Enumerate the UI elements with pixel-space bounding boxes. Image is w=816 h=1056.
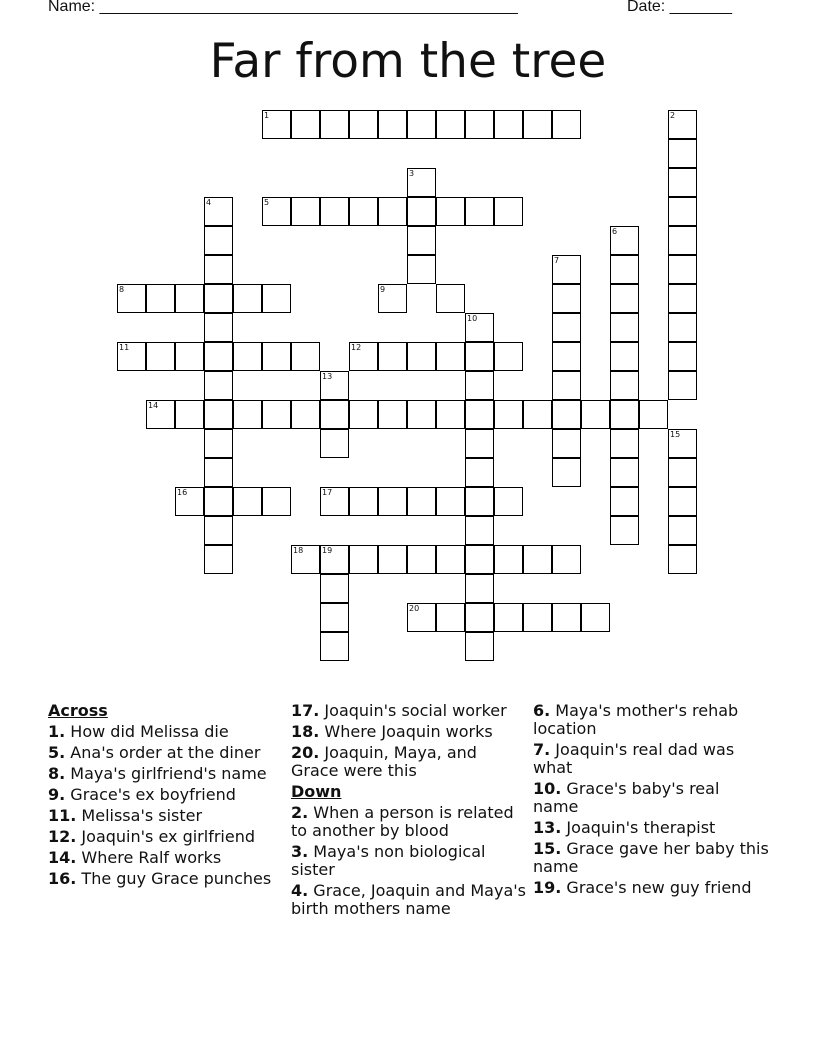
grid-cell[interactable]	[523, 545, 552, 574]
grid-cell[interactable]	[668, 545, 697, 574]
grid-cell[interactable]	[668, 516, 697, 545]
grid-cell[interactable]	[233, 487, 262, 516]
clue-text: Grace's baby's real name	[533, 779, 720, 816]
grid-cell[interactable]	[552, 603, 581, 632]
clue-item	[533, 840, 769, 876]
clue-number: 13	[322, 372, 333, 381]
grid-cell[interactable]	[494, 110, 523, 139]
grid-cell[interactable]	[581, 400, 610, 429]
grid-cell[interactable]	[668, 487, 697, 516]
clues-column-2	[291, 702, 527, 921]
clue-number-label: 19.	[533, 878, 562, 897]
grid-cell[interactable]	[610, 516, 639, 545]
clue-number: 6	[612, 227, 618, 236]
clue-text: Ana's order at the diner	[65, 743, 261, 762]
grid-cell[interactable]	[610, 458, 639, 487]
grid-cell[interactable]	[291, 110, 320, 139]
clue-number: 16	[177, 488, 188, 497]
clue-text: Where Ralf works	[76, 848, 222, 867]
clue-number-label: 15.	[533, 839, 562, 858]
clue-number: 1	[264, 111, 270, 120]
grid-cell[interactable]	[204, 545, 233, 574]
grid-cell[interactable]	[465, 400, 494, 429]
grid-cell[interactable]	[349, 487, 378, 516]
grid-cell[interactable]	[436, 284, 465, 313]
grid-cell[interactable]	[610, 429, 639, 458]
clue-number: 19	[322, 546, 333, 555]
grid-cell[interactable]	[639, 400, 668, 429]
clue-number-label: 11.	[48, 806, 77, 825]
clue-number-label: 4.	[291, 881, 309, 900]
clue-number-label: 9.	[48, 785, 66, 804]
grid-cell[interactable]	[552, 400, 581, 429]
grid-cell[interactable]	[465, 313, 494, 342]
clue-number-label: 6.	[533, 701, 551, 720]
clue-item	[533, 879, 769, 897]
grid-cell[interactable]	[552, 371, 581, 400]
clue-text: Maya's girlfriend's name	[65, 764, 267, 783]
grid-cell[interactable]	[465, 197, 494, 226]
clue-text: Where Joaquin works	[319, 722, 493, 741]
grid-cell[interactable]	[465, 603, 494, 632]
clue-number: 10	[467, 314, 478, 323]
clue-number: 5	[264, 198, 270, 207]
clue-item	[533, 702, 769, 738]
clue-item	[48, 849, 284, 867]
grid-cell[interactable]	[320, 574, 349, 603]
grid-cell[interactable]	[204, 458, 233, 487]
puzzle-title: Far from the tree	[209, 34, 607, 89]
grid-cell[interactable]	[146, 284, 175, 313]
grid-cell[interactable]	[436, 400, 465, 429]
grid-cell[interactable]	[233, 284, 262, 313]
clue-text: When a person is related to another by blood	[291, 803, 514, 840]
grid-cell[interactable]	[610, 400, 639, 429]
grid-cell[interactable]	[610, 487, 639, 516]
down-heading: Down	[291, 782, 342, 801]
grid-cell[interactable]	[320, 429, 349, 458]
clue-number: 14	[148, 401, 159, 410]
clue-text: The guy Grace punches	[76, 869, 272, 888]
clue-number-label: 8.	[48, 764, 66, 783]
grid-cell[interactable]	[407, 255, 436, 284]
grid-cell[interactable]	[668, 197, 697, 226]
clue-item	[291, 702, 527, 720]
clue-number-label: 10.	[533, 779, 562, 798]
grid-cell[interactable]	[291, 400, 320, 429]
clue-text: Grace, Joaquin and Maya's birth mothers name	[291, 881, 526, 918]
grid-cell[interactable]	[494, 400, 523, 429]
clue-number-label: 16.	[48, 869, 77, 888]
clue-text: Joaquin's therapist	[561, 818, 716, 837]
clue-number-label: 17.	[291, 701, 320, 720]
clue-item	[48, 723, 284, 741]
clue-number-label: 14.	[48, 848, 77, 867]
grid-cell[interactable]	[378, 197, 407, 226]
grid-cell[interactable]	[407, 197, 436, 226]
grid-cell[interactable]	[407, 110, 436, 139]
grid-cell[interactable]	[436, 197, 465, 226]
clue-text: Maya's non biological sister	[291, 842, 486, 879]
clue-number-label: 3.	[291, 842, 309, 861]
grid-cell[interactable]	[552, 429, 581, 458]
grid-cell[interactable]	[668, 168, 697, 197]
grid-cell[interactable]	[494, 603, 523, 632]
grid-cell[interactable]	[465, 545, 494, 574]
clue-item	[48, 765, 284, 783]
grid-cell[interactable]	[175, 342, 204, 371]
grid-cell[interactable]	[668, 342, 697, 371]
clue-item	[48, 870, 284, 888]
clue-text: Joaquin's social worker	[319, 701, 507, 720]
grid-cell[interactable]	[610, 313, 639, 342]
grid-cell[interactable]	[204, 516, 233, 545]
grid-cell[interactable]	[378, 284, 407, 313]
clue-text: Joaquin's ex girlfriend	[76, 827, 255, 846]
grid-cell[interactable]	[494, 487, 523, 516]
grid-cell[interactable]	[175, 400, 204, 429]
clue-item	[291, 882, 527, 918]
clue-number: 7	[554, 256, 560, 265]
grid-cell[interactable]	[552, 545, 581, 574]
clue-number-label: 2.	[291, 803, 309, 822]
grid-cell[interactable]	[668, 110, 697, 139]
clues-column-3	[533, 702, 769, 900]
grid-cell[interactable]	[320, 400, 349, 429]
grid-cell[interactable]	[117, 342, 146, 371]
grid-cell[interactable]	[146, 342, 175, 371]
grid-cell[interactable]	[552, 458, 581, 487]
clue-text: How did Melissa die	[65, 722, 229, 741]
grid-cell[interactable]	[204, 284, 233, 313]
grid-cell[interactable]	[204, 487, 233, 516]
grid-cell[interactable]	[407, 487, 436, 516]
grid-cell[interactable]	[378, 487, 407, 516]
grid-cell[interactable]	[407, 400, 436, 429]
grid-cell[interactable]	[175, 284, 204, 313]
clue-text: Grace's ex boyfriend	[65, 785, 236, 804]
grid-cell[interactable]	[465, 458, 494, 487]
grid-cell[interactable]	[668, 371, 697, 400]
clue-number: 4	[206, 198, 212, 207]
clue-item	[533, 741, 769, 777]
grid-cell[interactable]	[436, 603, 465, 632]
clue-number: 12	[351, 343, 362, 352]
clue-item	[48, 828, 284, 846]
grid-cell[interactable]	[407, 342, 436, 371]
date-line[interactable]: Date: _______	[627, 0, 732, 15]
grid-cell[interactable]	[552, 313, 581, 342]
clue-number-label: 20.	[291, 743, 320, 762]
clue-number: 18	[293, 546, 304, 555]
grid-cell[interactable]	[204, 429, 233, 458]
clue-number-label: 1.	[48, 722, 66, 741]
grid-cell[interactable]	[407, 168, 436, 197]
grid-cell[interactable]	[668, 284, 697, 313]
grid-cell[interactable]	[320, 197, 349, 226]
grid-cell[interactable]	[349, 197, 378, 226]
clue-text: Joaquin, Maya, and Grace were this	[291, 743, 477, 780]
grid-cell[interactable]	[146, 400, 175, 429]
clue-item	[533, 819, 769, 837]
grid-cell[interactable]	[465, 487, 494, 516]
grid-cell[interactable]	[668, 226, 697, 255]
grid-cell[interactable]	[204, 313, 233, 342]
grid-cell[interactable]	[320, 371, 349, 400]
grid-cell[interactable]	[436, 110, 465, 139]
grid-cell[interactable]	[378, 545, 407, 574]
grid-cell[interactable]	[320, 632, 349, 661]
clues-column-1	[48, 702, 284, 891]
grid-cell[interactable]	[349, 110, 378, 139]
grid-cell[interactable]	[552, 255, 581, 284]
clue-text: Maya's mother's rehab location	[533, 701, 739, 738]
grid-cell[interactable]	[378, 342, 407, 371]
grid-cell[interactable]	[320, 487, 349, 516]
clue-item	[291, 843, 527, 879]
grid-cell[interactable]	[175, 487, 204, 516]
grid-cell[interactable]	[407, 603, 436, 632]
grid-cell[interactable]	[262, 342, 291, 371]
clue-text: Melissa's sister	[76, 806, 203, 825]
grid-cell[interactable]	[262, 284, 291, 313]
grid-cell[interactable]	[349, 400, 378, 429]
grid-cell[interactable]	[610, 255, 639, 284]
grid-cell[interactable]	[204, 226, 233, 255]
clue-number: 20	[409, 604, 420, 613]
grid-cell[interactable]	[523, 110, 552, 139]
grid-cell[interactable]	[465, 429, 494, 458]
grid-cell[interactable]	[233, 342, 262, 371]
grid-cell[interactable]	[204, 197, 233, 226]
grid-cell[interactable]	[204, 371, 233, 400]
grid-cell[interactable]	[610, 342, 639, 371]
grid-cell[interactable]	[465, 342, 494, 371]
clue-number: 9	[380, 285, 386, 294]
grid-cell[interactable]	[262, 197, 291, 226]
grid-cell[interactable]	[668, 139, 697, 168]
grid-cell[interactable]	[494, 342, 523, 371]
grid-cell[interactable]	[436, 545, 465, 574]
grid-cell[interactable]	[436, 342, 465, 371]
grid-cell[interactable]	[610, 284, 639, 313]
clue-item	[291, 723, 527, 741]
grid-cell[interactable]	[581, 603, 610, 632]
grid-cell[interactable]	[552, 110, 581, 139]
grid-cell[interactable]	[610, 226, 639, 255]
grid-cell[interactable]	[378, 110, 407, 139]
grid-cell[interactable]	[668, 429, 697, 458]
grid-cell[interactable]	[668, 458, 697, 487]
grid-cell[interactable]	[204, 255, 233, 284]
grid-cell[interactable]	[407, 226, 436, 255]
grid-cell[interactable]	[668, 255, 697, 284]
grid-cell[interactable]	[552, 342, 581, 371]
clue-text: Grace gave her baby this name	[533, 839, 769, 876]
grid-cell[interactable]	[117, 284, 146, 313]
grid-cell[interactable]	[552, 284, 581, 313]
grid-cell[interactable]	[523, 603, 552, 632]
clue-number: 15	[670, 430, 681, 439]
clue-number: 2	[670, 111, 676, 120]
grid-cell[interactable]	[494, 545, 523, 574]
grid-cell[interactable]	[262, 487, 291, 516]
clue-number-label: 18.	[291, 722, 320, 741]
grid-cell[interactable]	[610, 371, 639, 400]
grid-cell[interactable]	[494, 197, 523, 226]
grid-cell[interactable]	[320, 603, 349, 632]
clue-item	[291, 804, 527, 840]
grid-cell[interactable]	[436, 487, 465, 516]
grid-cell[interactable]	[320, 110, 349, 139]
clue-item	[48, 786, 284, 804]
grid-cell[interactable]	[204, 400, 233, 429]
clue-item	[533, 780, 769, 816]
grid-cell[interactable]	[349, 545, 378, 574]
grid-cell[interactable]	[262, 110, 291, 139]
clue-number-label: 13.	[533, 818, 562, 837]
grid-cell[interactable]	[378, 400, 407, 429]
grid-cell[interactable]	[465, 110, 494, 139]
clue-number-label: 5.	[48, 743, 66, 762]
clue-item	[48, 744, 284, 762]
grid-cell[interactable]	[233, 400, 262, 429]
grid-cell[interactable]	[523, 400, 552, 429]
grid-cell[interactable]	[465, 574, 494, 603]
grid-cell[interactable]	[262, 400, 291, 429]
grid-cell[interactable]	[204, 342, 233, 371]
clue-number: 8	[119, 285, 125, 294]
grid-cell[interactable]	[320, 545, 349, 574]
grid-cell[interactable]	[465, 371, 494, 400]
grid-cell[interactable]	[291, 342, 320, 371]
clue-number-label: 12.	[48, 827, 77, 846]
grid-cell[interactable]	[291, 545, 320, 574]
clue-number: 17	[322, 488, 333, 497]
grid-cell[interactable]	[465, 516, 494, 545]
clue-text: Joaquin's real dad was what	[533, 740, 735, 777]
across-heading: Across	[48, 701, 108, 720]
grid-cell[interactable]	[349, 342, 378, 371]
clue-item	[291, 744, 527, 780]
clue-number-label: 7.	[533, 740, 551, 759]
clue-number: 3	[409, 169, 415, 178]
name-line[interactable]: Name: _______________________________________________	[48, 0, 518, 15]
clue-item	[48, 807, 284, 825]
grid-cell[interactable]	[407, 545, 436, 574]
grid-cell[interactable]	[465, 632, 494, 661]
grid-cell[interactable]	[668, 313, 697, 342]
clue-number: 11	[119, 343, 130, 352]
grid-cell[interactable]	[291, 197, 320, 226]
clue-text: Grace's new guy friend	[561, 878, 752, 897]
